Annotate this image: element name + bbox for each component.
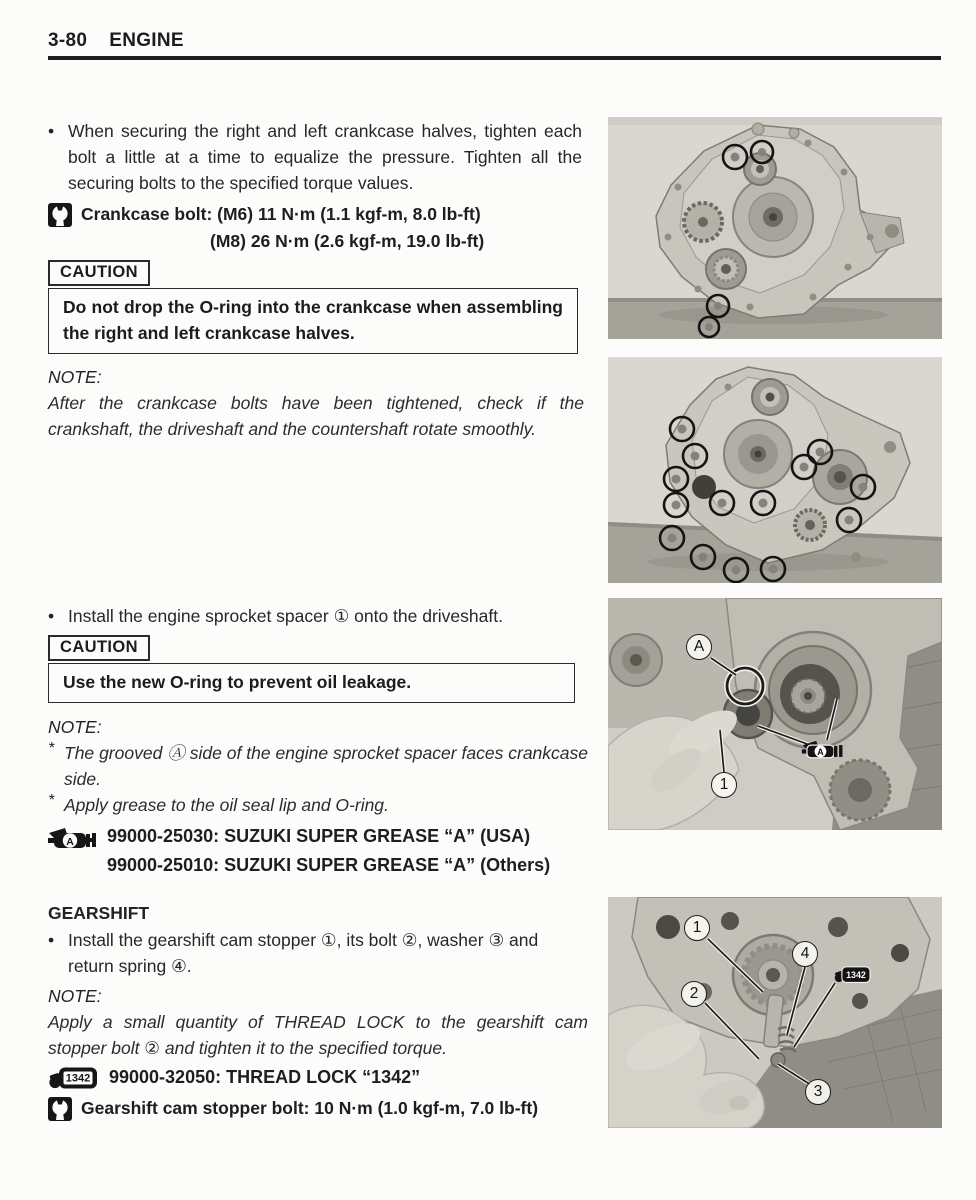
gearshift-photo-art xyxy=(608,897,942,1128)
note2-item1 xyxy=(48,740,588,792)
caution1-box xyxy=(48,288,578,354)
caution1-text: Do not drop the O-ring into the crankcase when assembling the right and left crankcase halves. xyxy=(63,297,563,343)
grease-spec xyxy=(48,822,550,880)
gearshift-bullet xyxy=(48,927,588,979)
crankcase-bullet xyxy=(48,118,582,196)
photo4-callout-2: 2 xyxy=(681,981,707,1007)
note2-label: NOTE: xyxy=(48,717,102,737)
gearshift-torque-text: Gearshift cam stopper bolt: 10 N·m (1.0 kgf-m, 7.0 lb-ft) xyxy=(81,1098,539,1118)
note1-text: After the crankcase bolts have been tightened, check if the crankshaft, the driveshaft and the countershaft rotate smoothly. xyxy=(48,393,584,439)
star-glyph: * xyxy=(48,792,55,809)
photo-crankcase-bolts-1 xyxy=(608,117,942,339)
sprocket-photo-art xyxy=(608,598,942,830)
photo-crankcase-bolts-2 xyxy=(608,357,942,583)
bullet-glyph: • xyxy=(48,606,55,626)
gearshift-torque-spec xyxy=(48,1095,538,1126)
photo4-callout-4: 4 xyxy=(792,941,818,967)
note3-text: Apply a small quantity of THREAD LOCK to the gearshift cam stopper bolt ② and tighten it to the specified torque. xyxy=(48,1012,588,1058)
crankcase-bullet-text: When securing the right and left crankcase halves, tighten each bolt a little at a time to equalize the pressure. Tighten all the securing bolts to the specified torque values. xyxy=(68,121,582,193)
photo-sprocket-spacer xyxy=(608,598,942,830)
sprocket-bullet-text: Install the engine sprocket spacer ① onto the driveshaft. xyxy=(68,606,503,626)
note1-label: NOTE: xyxy=(48,367,102,387)
caution1-label-box xyxy=(48,260,150,286)
grease-gun-icon xyxy=(48,827,98,858)
caution1-label: CAUTION xyxy=(48,260,150,286)
photo-gearshift-cam-stopper xyxy=(608,897,942,1128)
gearshift-heading: GEARSHIFT xyxy=(48,903,150,923)
page-header xyxy=(48,30,184,52)
note3 xyxy=(48,983,588,1061)
note1 xyxy=(48,364,584,442)
page-title: ENGINE xyxy=(109,30,184,51)
torque-line-1: Crankcase bolt: (M6) 11 N·m (1.1 kgf-m, 8.0 lb-ft) xyxy=(81,204,481,224)
threadlock-icon-label: 1342 xyxy=(65,1072,91,1085)
bullet-glyph: • xyxy=(48,121,55,141)
crankcase-photo-art-1 xyxy=(608,117,942,339)
sprocket-bullet xyxy=(48,603,588,629)
photo3-callout-1: 1 xyxy=(711,772,737,798)
crankcase-photo-art-2 xyxy=(608,357,942,583)
star-glyph: * xyxy=(48,740,55,757)
photo3-grease-badge-letter: A xyxy=(817,747,824,758)
note2-item2 xyxy=(48,792,588,818)
torque-line-2: (M8) 26 N·m (2.6 kgf-m, 19.0 lb-ft) xyxy=(210,231,485,251)
grease-icon-letter: A xyxy=(66,836,74,848)
header-rule xyxy=(48,56,941,60)
caution2-box xyxy=(48,663,575,703)
photo4-callout-3: 3 xyxy=(805,1079,831,1105)
photo4-badge-label: 1342 xyxy=(846,969,866,980)
note3-label: NOTE: xyxy=(48,986,102,1006)
gearshift-bullet-text: Install the gearshift cam stopper ①, its bolt ②, washer ③ and return spring ④. xyxy=(68,930,539,976)
grease-line-1: 99000-25030: SUZUKI SUPER GREASE “A” (USA) xyxy=(107,826,531,846)
bullet-glyph: • xyxy=(48,930,55,950)
torque-wrench-icon xyxy=(48,1097,72,1126)
torque-wrench-icon xyxy=(48,203,72,232)
photo4-callout-1: 1 xyxy=(684,915,710,941)
crankcase-torque-spec xyxy=(48,201,484,255)
page-number: 3-80 xyxy=(48,30,88,51)
threadlock-spec xyxy=(48,1064,420,1097)
photo3-callout-A: A xyxy=(686,634,712,660)
caution2-text: Use the new O-ring to prevent oil leakage. xyxy=(63,672,412,692)
thread-lock-icon xyxy=(48,1065,100,1097)
note2 xyxy=(48,714,588,818)
photo4-threadlock-badge xyxy=(832,965,874,985)
note2-item2-text: Apply grease to the oil seal lip and O-ring. xyxy=(64,795,389,815)
grease-line-2: 99000-25010: SUZUKI SUPER GREASE “A” (Others) xyxy=(107,855,551,875)
note2-item1-text: The grooved Ⓐ side of the engine sprocket spacer faces crankcase side. xyxy=(64,743,588,789)
photo3-grease-badge xyxy=(800,740,846,762)
caution2-label-box xyxy=(48,635,150,661)
threadlock-text: 99000-32050: THREAD LOCK “1342” xyxy=(109,1067,421,1087)
caution2-label: CAUTION xyxy=(48,635,150,661)
